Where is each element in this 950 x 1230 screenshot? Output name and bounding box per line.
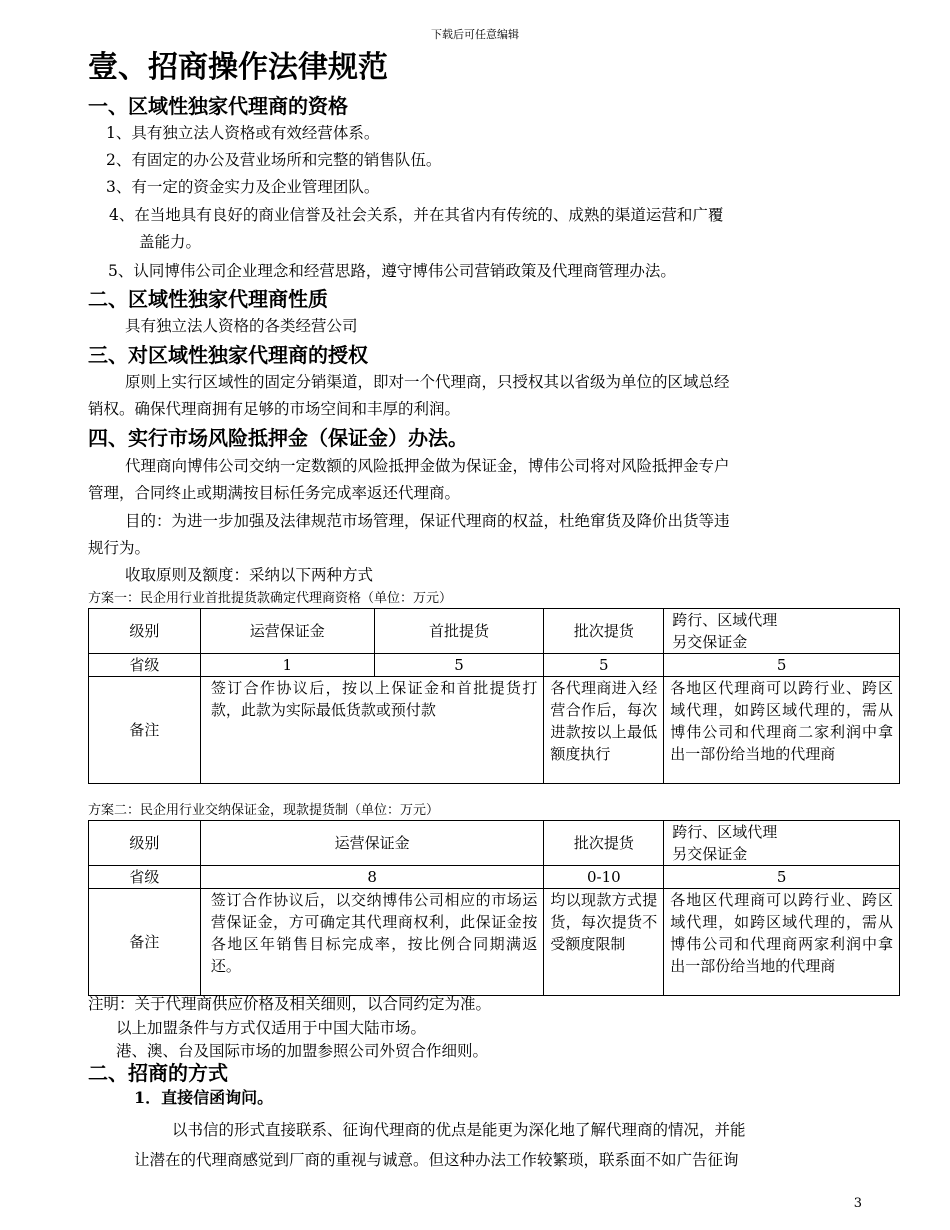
table-cell: 跨行、区域代理 另交保证金	[664, 821, 900, 866]
table-row	[89, 677, 900, 784]
table-cell: 5	[664, 654, 900, 677]
table-header-row	[89, 821, 900, 866]
table-cell: 跨行、区域代理 另交保证金	[664, 609, 900, 654]
table-caption: 方案二：民企用行业交纳保证金，现款提货制（单位：万元）	[88, 803, 440, 818]
subheading: 1．直接信函询问。	[134, 1088, 274, 1107]
note-line: 以上加盟条件与方式仅适用于中国大陆市场。	[116, 1019, 427, 1037]
table-cell: 各地区代理商可以跨行业、跨区域代理，如跨区域代理的，需从博伟公司和代理商两家利润中拿出一部份给当地的代理商	[664, 889, 900, 996]
table-cell: 首批提货	[374, 609, 544, 654]
list-item: 5、认同博伟公司企业理念和经营思路，遵守博伟公司营销政策及代理商管理办法。	[108, 262, 676, 280]
list-item: 盖能力。	[139, 233, 202, 251]
table-cell: 各地区代理商可以跨行业、跨区域代理，如跨区域代理的，需从博伟公司和代理商二家利润中拿出一部份给当地的代理商	[664, 677, 900, 784]
table-caption: 方案一：民企用行业首批提货款确定代理商资格（单位：万元）	[88, 591, 453, 606]
note-line: 港、澳、台及国际市场的加盟参照公司外贸合作细则。	[116, 1042, 489, 1060]
paragraph: 销权。确保代理商拥有足够的市场空间和丰厚的利润。	[88, 400, 461, 418]
paragraph: 以书信的形式直接联系、征询代理商的优点是能更为深化地了解代理商的情况，并能	[172, 1121, 746, 1139]
page-title: 壹、招商操作法律规范	[88, 50, 388, 85]
list-item: 2、有固定的办公及营业场所和完整的销售队伍。	[106, 151, 442, 169]
table-cell: 运营保证金	[200, 821, 544, 866]
paragraph: 让潜在的代理商感觉到厂商的重视与诚意。但这种办法工作较繁琐，联系面不如广告征询	[134, 1151, 739, 1169]
section-heading-qualification: 一、区域性独家代理商的资格	[88, 94, 348, 118]
table-cell: 运营保证金	[200, 609, 374, 654]
section-heading-deposit: 四、实行市场风险抵押金（保证金）办法。	[88, 426, 468, 450]
list-item: 1、具有独立法人资格或有效经营体系。	[106, 124, 380, 142]
table-cell: 签订合作协议后，按以上保证金和首批提货打款，此款为实际最低货款或预付款	[200, 677, 544, 784]
table-cell: 省级	[89, 654, 201, 677]
table-row	[89, 654, 900, 677]
section-heading-nature: 二、区域性独家代理商性质	[88, 287, 328, 311]
section-heading-authorization: 三、对区域性独家代理商的授权	[88, 343, 368, 367]
table-cell: 5	[664, 866, 900, 889]
table-cell: 备注	[89, 889, 201, 996]
table-cell: 级别	[89, 821, 201, 866]
page-header: 下载后可任意编辑	[431, 28, 519, 41]
table-row	[89, 866, 900, 889]
list-item: 4、在当地具有良好的商业信誉及社会关系，并在其省内有传统的、成熟的渠道运营和广覆	[109, 206, 724, 224]
paragraph: 管理，合同终止或期满按目标任务完成率返还代理商。	[88, 484, 461, 502]
table-cell: 级别	[89, 609, 201, 654]
table-cell: 5	[544, 654, 664, 677]
table-row	[89, 889, 900, 996]
paragraph: 规行为。	[88, 539, 151, 557]
table-cell: 批次提货	[544, 821, 664, 866]
paragraph: 目的：为进一步加强及法律规范市场管理，保证代理商的权益，杜绝窜货及降价出货等违	[125, 512, 730, 530]
section-heading-methods: 二、招商的方式	[88, 1061, 228, 1085]
paragraph: 原则上实行区域性的固定分销渠道，即对一个代理商，只授权其以省级为单位的区域总经	[125, 373, 730, 391]
list-item: 3、有一定的资金实力及企业管理团队。	[106, 178, 380, 196]
table-cell: 0-10	[544, 866, 664, 889]
paragraph: 收取原则及额度：采纳以下两种方式	[125, 566, 374, 584]
note-line: 注明：关于代理商供应价格及相关细则，以合同约定为准。	[88, 995, 492, 1013]
table-cell: 备注	[89, 677, 201, 784]
table-cell: 各代理商进入经营合作后，每次进款按以上最低额度执行	[544, 677, 664, 784]
plan-two-table	[88, 820, 900, 996]
table-cell: 签订合作协议后，以交纳博伟公司相应的市场运营保证金，方可确定其代理商权利，此保证金按各地区年销售目标完成率，按比例合同期满返还。	[200, 889, 544, 996]
table-cell: 8	[200, 866, 544, 889]
page-number: 3	[853, 1196, 862, 1211]
table-header-row	[89, 609, 900, 654]
plan-one-table	[88, 608, 900, 784]
paragraph: 代理商向博伟公司交纳一定数额的风险抵押金做为保证金，博伟公司将对风险抵押金专户	[125, 457, 730, 475]
table-cell: 5	[374, 654, 544, 677]
table-cell: 省级	[89, 866, 201, 889]
table-cell: 1	[200, 654, 374, 677]
table-cell: 均以现款方式提货，每次提货不受额度限制	[544, 889, 664, 996]
table-cell: 批次提货	[544, 609, 664, 654]
paragraph: 具有独立法人资格的各类经营公司	[125, 317, 358, 335]
